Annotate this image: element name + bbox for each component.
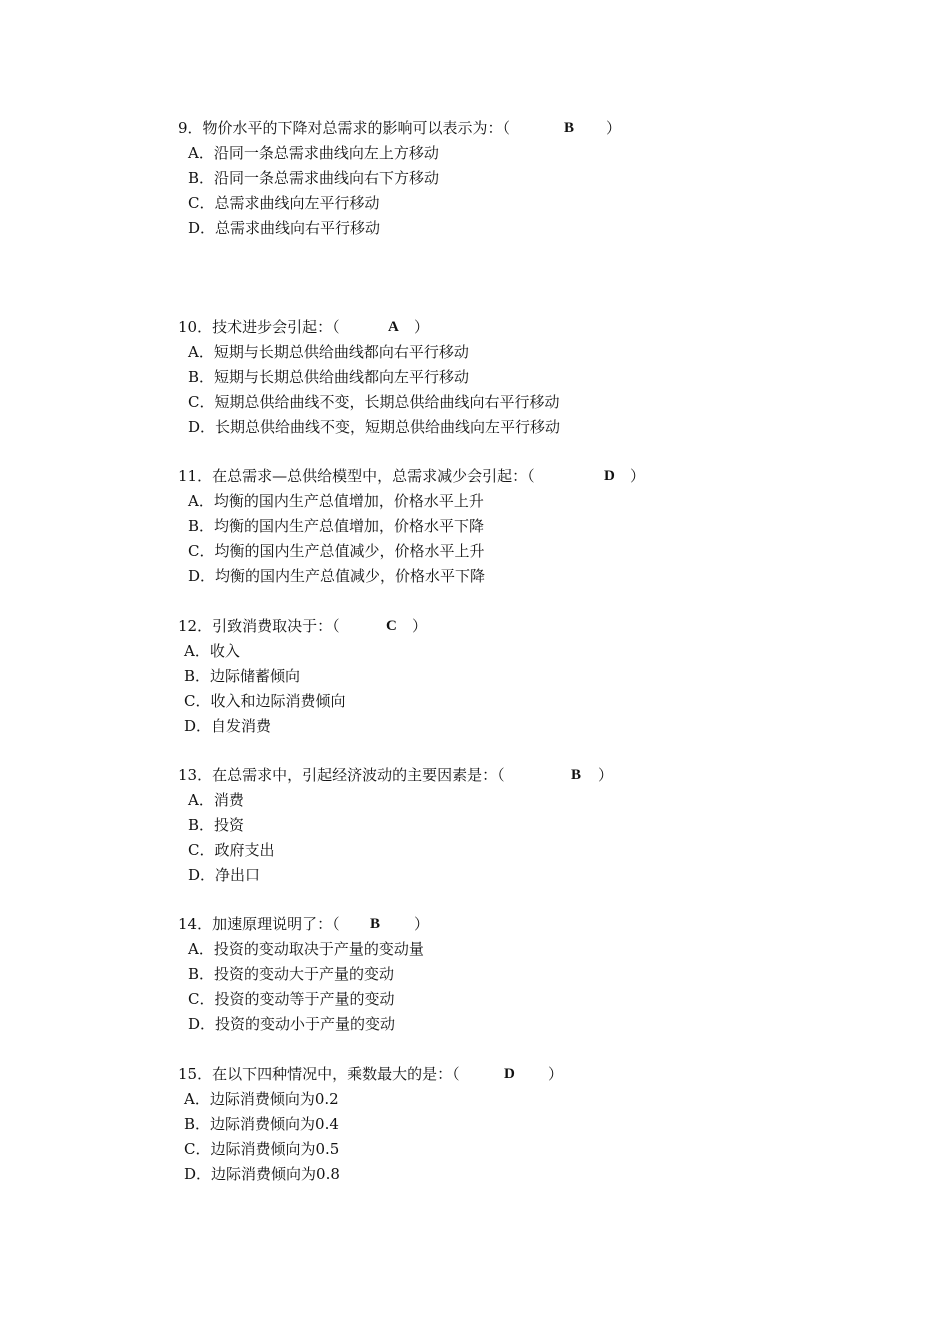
question-stem-line [178, 315, 560, 340]
option-c: C．投资的变动等于产量的变动 [188, 990, 395, 1008]
question-11 [178, 464, 646, 589]
option-c: C．收入和边际消费倾向 [184, 692, 346, 710]
question-12 [178, 614, 428, 739]
option-a: A．边际消费倾向为0.2 [184, 1090, 339, 1108]
option-c: C．短期总供给曲线不变，长期总供给曲线向右平行移动 [188, 393, 560, 411]
answer-letter: B [564, 120, 575, 136]
option-d: D．均衡的国内生产总值减少，价格水平下降 [188, 567, 486, 585]
option-b: B．边际储蓄倾向 [184, 667, 301, 685]
option-b: B．均衡的国内生产总值增加，价格水平下降 [188, 517, 485, 535]
question-stem: 14．加速原理说明了：（ [178, 915, 340, 933]
option-b: B．边际消费倾向为0.4 [184, 1115, 339, 1133]
question-13 [178, 763, 614, 888]
option-b: B．投资的变动大于产量的变动 [188, 965, 395, 983]
question-stem: 12．引致消费取决于：（ [178, 617, 340, 635]
option-d: D．边际消费倾向为0.8 [184, 1165, 340, 1183]
question-stem-line [178, 464, 646, 489]
question-stem: 13．在总需求中，引起经济波动的主要因素是：（ [178, 766, 505, 784]
option-c: C．政府支出 [188, 841, 275, 859]
answer-close-paren: ） [412, 617, 428, 635]
option-d: D．长期总供给曲线不变，短期总供给曲线向左平行移动 [188, 418, 561, 436]
answer-close-paren: ） [414, 318, 430, 336]
answer-close-paren: ） [548, 1065, 564, 1083]
option-a: A．短期与长期总供给曲线都向右平行移动 [188, 343, 469, 361]
option-a: A．消费 [188, 791, 244, 809]
option-d: D．投资的变动小于产量的变动 [188, 1015, 396, 1033]
option-d: D．自发消费 [184, 717, 272, 735]
question-stem-line [178, 1062, 564, 1087]
option-c: C．均衡的国内生产总值减少，价格水平上升 [188, 542, 485, 560]
question-stem-line [178, 763, 614, 788]
option-a: A．沿同一条总需求曲线向左上方移动 [188, 144, 439, 162]
question-stem: 10．技术进步会引起：（ [178, 318, 340, 336]
question-stem-line [178, 912, 430, 937]
question-9 [178, 116, 622, 241]
option-d: D．总需求曲线向右平行移动 [188, 219, 381, 237]
answer-letter: D [504, 1066, 515, 1082]
option-c: C．总需求曲线向左平行移动 [188, 194, 380, 212]
question-stem: 15．在以下四种情况中，乘数最大的是：（ [178, 1065, 460, 1083]
answer-close-paren: ） [598, 766, 614, 784]
answer-close-paren: ） [606, 119, 622, 137]
question-stem-line [178, 116, 622, 141]
answer-letter: C [386, 618, 397, 634]
answer-letter: A [388, 319, 399, 335]
question-stem: 9．物价水平的下降对总需求的影响可以表示为：（ [178, 119, 511, 137]
answer-close-paren: ） [630, 467, 646, 485]
option-b: B．短期与长期总供给曲线都向左平行移动 [188, 368, 470, 386]
question-15 [178, 1062, 564, 1187]
option-a: A．均衡的国内生产总值增加，价格水平上升 [188, 492, 484, 510]
answer-letter: B [370, 916, 381, 932]
option-a: A．收入 [184, 642, 240, 660]
answer-close-paren: ） [414, 915, 430, 933]
option-c: C．边际消费倾向为0.5 [184, 1140, 340, 1158]
answer-letter: D [604, 468, 615, 484]
answer-letter: B [571, 767, 582, 783]
question-14 [178, 912, 430, 1037]
option-b: B．沿同一条总需求曲线向右下方移动 [188, 169, 440, 187]
question-stem: 11．在总需求—总供给模型中，总需求减少会引起：（ [178, 467, 535, 485]
option-d: D．净出口 [188, 866, 261, 884]
option-b: B．投资 [188, 816, 245, 834]
question-10 [178, 315, 560, 440]
question-stem-line [178, 614, 428, 639]
option-a: A．投资的变动取决于产量的变动量 [188, 940, 424, 958]
